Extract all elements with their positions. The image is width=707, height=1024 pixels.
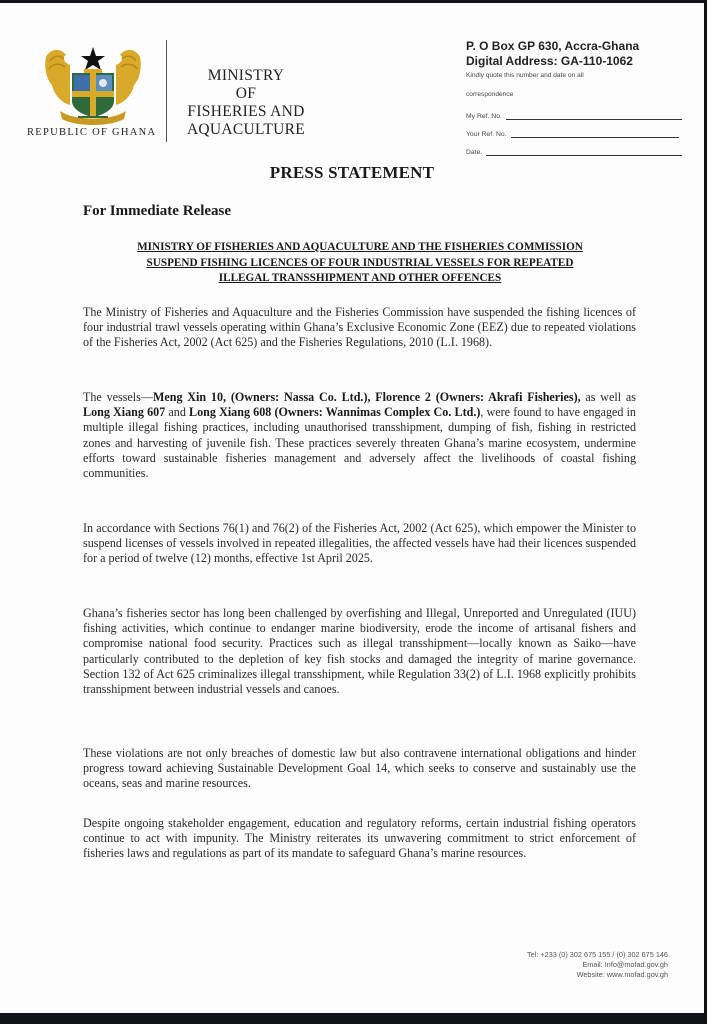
paragraph-4: Ghana’s fisheries sector has long been challenged by overfishing and Illegal, Unreported and Unregulated (IUU) fishing activities, which continue to endanger marine biodiversity, erode the income of artisanal fishers and compromise national food security. Practices such as illegal transshipment—locally known as Saiko—have particularly contributed to the depletion of key fish stocks and damaged the integrity of marine governance. Section 132 of Act 625 criminalizes illegal transshipment, while Regulation 33(2) of L.I. 1968 explicitly prohibits transshipment between industrial vessels and canoes. [83, 606, 636, 697]
ministry-line: FISHERIES AND [187, 103, 305, 120]
address-block [466, 39, 639, 69]
letterhead-divider [166, 40, 167, 142]
ministry-name [176, 67, 316, 139]
headline-line: SUSPEND FISHING LICENCES OF FOUR INDUSTRIAL VESSELS FOR REPEATED [146, 256, 574, 269]
paragraph-3: In accordance with Sections 76(1) and 76(2) of the Fisheries Act, 2002 (Act 625), which empower the Minister to suspend licenses of vessels involved in repeated illegalities, the affected vessels have had their licences suspended for a period of twelve (12) months, effective 1st April 2025. [83, 521, 636, 566]
ministry-line: MINISTRY [207, 67, 285, 84]
digital-address: Digital Address: GA-110-1062 [466, 54, 633, 68]
vessels-meng-xin-florence: Meng Xin 10, (Owners: Nassa Co. Ltd.), Florence 2 (Owners: Akrafi Fisheries), [152, 390, 581, 404]
your-ref-label: Your Ref. No. [466, 131, 507, 138]
date-field[interactable] [486, 148, 682, 156]
paragraph-1: The Ministry of Fisheries and Aquaculture and the Fisheries Commission have suspended the fishing licences of four industrial trawl vessels operating within Ghana’s Exclusive Economic Zone (EEZ) due to repeated violations of the Fisheries Act, 2002 (Act 625) and the Fisheries Regulations, 2010 (L.I. 1968). [83, 305, 636, 350]
paragraph-6: Despite ongoing stakeholder engagement, education and regulatory reforms, certain industrial fishing operators continue to act with impunity. The Ministry reiterates its unwavering commitment to strict enforcement of fisheries laws and regulations as part of its mandate to safeguard Ghana’s marine resources. [83, 816, 636, 861]
paragraph-2-text: as well as [580, 390, 636, 404]
my-ref-row [466, 112, 682, 120]
footer-tel: Tel: +233 (0) 302 675 155 / (0) 302 675 146 [527, 950, 668, 959]
your-ref-field[interactable] [511, 130, 679, 138]
headline-line: MINISTRY OF FISHERIES AND AQUACULTURE AND THE FISHERIES COMMISSION [137, 241, 583, 253]
footer-email[interactable]: Email: Info@mofad.gov.gh [582, 960, 668, 969]
quote-note-line2: correspondence [466, 91, 514, 98]
my-ref-field[interactable] [506, 112, 682, 120]
quote-note-line1: Kindly quote this number and date on all [466, 72, 584, 79]
vessel-long-xiang-607: Long Xiang 607 [83, 405, 166, 420]
paragraph-5: These violations are not only breaches of domestic law but also contravene international obligations and hinder progress toward achieving Sustainable Development Goal 14, which seeks to conserve and sustainably use the oceans, seas and marine resources. [83, 746, 636, 791]
document-page [0, 3, 704, 1013]
ghana-coat-of-arms-icon [40, 45, 146, 127]
footer-website[interactable]: Website: www.mofad.gov.gh [576, 970, 668, 979]
ministry-line: OF [235, 85, 257, 102]
my-ref-label: My Ref. No. [466, 113, 502, 120]
release-label: For Immediate Release [83, 203, 232, 219]
ministry-line: AQUACULTURE [186, 121, 306, 138]
contact-footer [527, 950, 668, 980]
headline-line: ILLEGAL TRANSSHIPMENT AND OTHER OFFENCES [218, 272, 502, 284]
vessel-long-xiang-608: Long Xiang 608 (Owners: Wannimas Complex Co. Ltd.) [189, 405, 481, 420]
paragraph-2-text: , were found to have engaged in multiple illegal fishing practices, including unauthorised transshipment, dumping of fish, fishing in restricted zones and harvesting of juvenile fish. These practices severely threaten Ghana’s marine ecosystem, undermine efforts toward sustainable fisheries management and adversely affect the livelihoods of coastal fishing communities. [83, 405, 636, 481]
paragraph-2-text: and [165, 405, 190, 420]
paragraph-2 [83, 390, 636, 481]
crest-caption: REPUBLIC OF GHANA [27, 127, 157, 138]
date-row [466, 148, 682, 156]
paragraph-2-text: The vessels— [83, 390, 153, 404]
date-label: Date. [466, 149, 483, 156]
headline [90, 240, 630, 287]
document-title: PRESS STATEMENT [269, 163, 435, 182]
po-box: P. O Box GP 630, Accra-Ghana [466, 39, 640, 53]
your-ref-row [466, 130, 679, 138]
